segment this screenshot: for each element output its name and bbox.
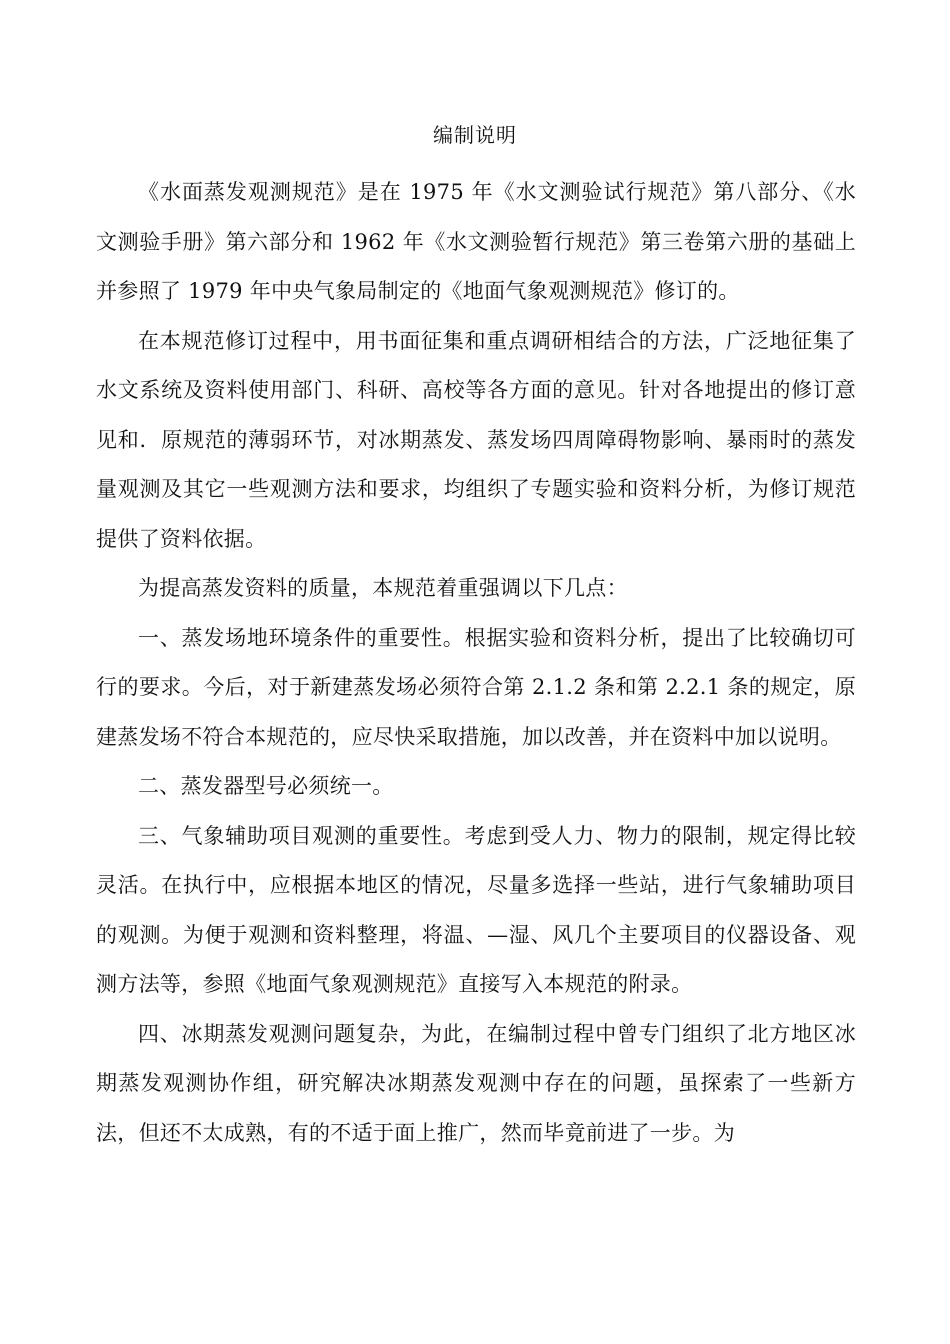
- paragraph-7: 四、冰期蒸发观测问题复杂，为此，在编制过程中曾专门组织了北方地区冰期蒸发观测协作组，研究解决冰期蒸发观测中存在的问题，虽探索了一些新方法，但还不太成熟，有的不适于面上推广，然而毕竟前进了一步。为: [96, 1021, 856, 1145]
- document-body: [96, 168, 856, 1158]
- paragraph-5: 二、蒸发器型号必须统一。: [138, 774, 394, 798]
- paragraph-4: 一、蒸发场地环境条件的重要性。根据实验和资料分析，提出了比较确切可行的要求。今后，对于新建蒸发场必须符合第 2.1.2 条和第 2.2.1 条的规定，原建蒸发场不符合本规范的，应尽快采取措施，加以改善，并在资料中加以说明。: [96, 625, 856, 749]
- document-title: 编制说明: [433, 123, 517, 147]
- paragraph-2: 在本规范修订过程中，用书面征集和重点调研相结合的方法，广泛地征集了水文系统及资料使用部门、科研、高校等各方面的意见。针对各地提出的修订意见和．原规范的薄弱环节，对冰期蒸发、蒸发场四周障碍物影响、暴雨时的蒸发量观测及其它一些观测方法和要求，均组织了专题实验和资料分析，为修订规范提供了资料依据。: [96, 328, 856, 551]
- paragraph-6: 三、气象辅助项目观测的重要性。考虑到受人力、物力的限制，规定得比较灵活。在执行中，应根据本地区的情况，尽量多选择一些站，进行气象辅助项目的观测。为便于观测和资料整理，将温、—湿、风几个主要项目的仪器设备、观测方法等，参照《地面气象观测规范》直接写入本规范的附录。: [96, 823, 856, 996]
- paragraph-3: 为提高蒸发资料的质量，本规范着重强调以下几点：: [138, 576, 628, 600]
- paragraph-1: 《水面蒸发观测规范》是在 1975 年《水文测验试行规范》第八部分、《水文测验手册》第六部分和 1962 年《水文测验暂行规范》第三卷第六册的基础上并参照了 1979 年中央气象局制定的《地面气象观测规范》修订的。: [96, 180, 856, 303]
